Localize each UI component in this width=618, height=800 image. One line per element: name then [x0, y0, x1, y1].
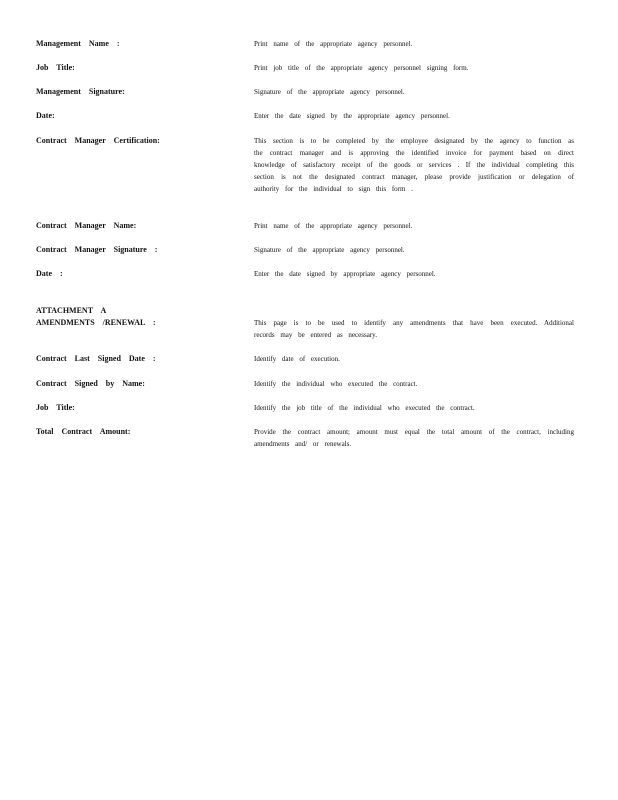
field-label: Contract Manager Signature :	[36, 245, 158, 254]
field-description: Enter the date signed by appropriate agency personnel.	[254, 270, 436, 278]
field-description: Print name of the appropriate agency personnel.	[254, 40, 413, 48]
field-description: Print name of the appropriate agency personnel.	[254, 222, 413, 230]
field-description: Provide the contract amount; amount must equal the total amount of the contract, including amendments and/ or renewals.	[254, 428, 574, 448]
field-label: ATTACHMENT A AMENDMENTS /RENEWAL :	[36, 306, 156, 327]
field-description: Identify the individual who executed the contract.	[254, 380, 418, 388]
field-label: Contract Signed by Name:	[36, 379, 145, 388]
field-description: This page is to be used to identify any amendments that have been executed. Additional records may be entered as necessary.	[254, 319, 574, 339]
field-description: Identify date of execution.	[254, 355, 340, 363]
field-description: Signature of the appropriate agency personnel.	[254, 88, 405, 96]
field-label: Total Contract Amount:	[36, 427, 131, 436]
field-label: Management Signature:	[36, 87, 125, 96]
field-label: Job Title:	[36, 403, 75, 412]
field-label: Contract Manager Certification:	[36, 136, 160, 145]
field-label: Job Title:	[36, 63, 75, 72]
field-label: Date:	[36, 111, 55, 120]
field-label: Contract Manager Name:	[36, 221, 137, 230]
field-description: Print job title of the appropriate agency personnel signing form.	[254, 64, 469, 72]
field-description: Enter the date signed by the appropriate agency personnel.	[254, 112, 450, 120]
field-label: Management Name :	[36, 39, 120, 48]
field-description: Identify the job title of the individual who executed the contract.	[254, 404, 475, 412]
field-description: Signature of the appropriate agency personnel.	[254, 246, 405, 254]
field-description: This section is to be completed by the employee designated by the agency to function as the contract manager and is approving the identified invoice for payment based on direct knowledge of satisfactory receipt of the goods or services . If the individual completing this section is not the designated contract manager, please provide justification or delegation of authority for the individual to sign this form .	[254, 137, 574, 193]
field-label: Contract Last Signed Date :	[36, 354, 156, 363]
field-label: Date :	[36, 269, 63, 278]
